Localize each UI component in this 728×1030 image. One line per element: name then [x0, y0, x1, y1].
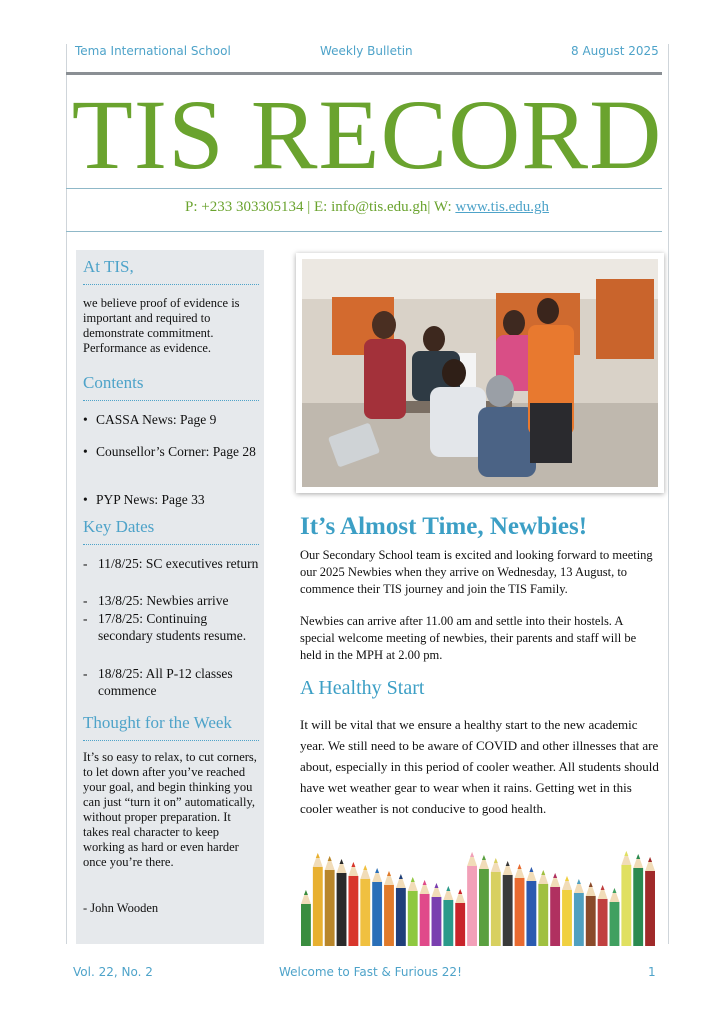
- pencil: [313, 853, 323, 946]
- pencil: [598, 885, 608, 946]
- pencil: [337, 859, 347, 946]
- contents-item[interactable]: • PYP News: Page 33: [83, 492, 205, 507]
- header-bulletin: Weekly Bulletin: [320, 44, 413, 58]
- masthead-rule-top: [66, 188, 662, 189]
- pencil: [479, 855, 489, 946]
- sidebar-divider: [83, 400, 259, 401]
- page-right-border: [668, 44, 669, 944]
- pencil: [301, 890, 311, 946]
- pencil: [562, 876, 572, 946]
- thought-quote: It’s so easy to relax, to cut corners, to let down after you’ve reached your goal, and begin thinking you can just “turn it on” automatically, without proper preparation. It takes real character to keep working as hard or even harder once you’re there.: [83, 750, 257, 869]
- pencil: [574, 879, 584, 946]
- classroom-photo-illustration: [296, 253, 664, 493]
- pencil: [325, 856, 335, 946]
- sidebar-contents-heading: Contents: [83, 373, 144, 392]
- pencil: [645, 857, 655, 946]
- pencil: [621, 851, 631, 946]
- key-date-item: - 13/8/25: Newbies arrive: [83, 593, 229, 608]
- thought-author: - John Wooden: [83, 901, 159, 915]
- contact-text: P: +233 303305134 | E: info@tis.edu.gh| W:: [185, 199, 456, 215]
- sidebar: [76, 250, 264, 944]
- colored-pencils-image: [300, 850, 656, 946]
- masthead-rule-bottom: [66, 231, 662, 232]
- sidebar-divider: [83, 740, 259, 741]
- pencil: [550, 873, 560, 946]
- key-date-item: - 18/8/25: All P-12 classes commence: [83, 666, 233, 698]
- sidebar-thought-heading: Thought for the Week: [83, 713, 232, 732]
- website-link[interactable]: www.tis.edu.gh: [455, 199, 549, 215]
- key-date-item: - 11/8/25: SC executives return: [83, 556, 259, 571]
- pencil: [372, 868, 382, 946]
- pencil: [384, 871, 394, 946]
- pencil: [360, 865, 370, 946]
- article-subheading: A Healthy Start: [300, 677, 425, 699]
- article-paragraph: It will be vital that we ensure a healthy start to the new academic year. We still need to be aware of COVID and other illnesses that are about, especially in this period of cooler weather. All students should have wet weather gear to wear when it rains. Getting wet in this cooler weather is not conducive to good health.: [300, 717, 659, 816]
- article-heading: It’s Almost Time, Newbies!: [300, 513, 588, 540]
- pencil: [491, 858, 501, 946]
- pencil: [420, 880, 430, 946]
- pencil: [455, 889, 465, 946]
- sidebar-at-tis-body: we believe proof of evidence is important and required to demonstrate commitment. Performance as evidence.: [83, 296, 240, 355]
- header-rule: [66, 72, 662, 75]
- pencil: [586, 882, 596, 946]
- sidebar-divider: [83, 284, 259, 285]
- footer-volume: Vol. 22, No. 2: [73, 965, 153, 979]
- masthead-title: TIS RECORD: [71, 79, 663, 190]
- pencil: [467, 852, 477, 946]
- pencil: [610, 888, 620, 946]
- pencil: [526, 867, 536, 946]
- article-paragraph: Newbies can arrive after 11.00 am and settle into their hostels. A special welcome meeting of newbies, their parents and staff will be held in the MPH at 2.00 pm.: [300, 614, 637, 662]
- header-date: 8 August 2025: [571, 44, 659, 58]
- article-photo: [296, 253, 664, 493]
- footer-tagline: Welcome to Fast & Furious 22!: [279, 965, 462, 979]
- pencil: [348, 862, 358, 946]
- colored-pencils-illustration: [300, 850, 656, 946]
- sidebar-at-tis-heading: At TIS,: [83, 257, 134, 276]
- key-date-item: - 17/8/25: Continuing secondary students resume.: [83, 611, 247, 643]
- header-school: Tema International School: [75, 44, 231, 58]
- contact-line: [66, 199, 668, 216]
- article-paragraph: Our Secondary School team is excited and looking forward to meeting our 2025 Newbies when they arrive on Wednesday, 13 August, to commence their TIS journey and join the TIS Family.: [300, 548, 653, 596]
- pencil: [538, 870, 548, 946]
- pencil: [443, 886, 453, 946]
- pencil: [396, 874, 406, 946]
- pencil: [503, 861, 513, 946]
- pencil: [408, 877, 418, 946]
- pencil: [633, 854, 643, 946]
- contents-item[interactable]: • CASSA News: Page 9: [83, 412, 217, 427]
- contents-item[interactable]: • Counsellor’s Corner: Page 28: [83, 444, 256, 459]
- sidebar-divider: [83, 544, 259, 545]
- footer-page-number: 1: [648, 965, 656, 979]
- pencil: [432, 883, 442, 946]
- pencil: [515, 864, 525, 946]
- sidebar-key-dates-heading: Key Dates: [83, 517, 155, 536]
